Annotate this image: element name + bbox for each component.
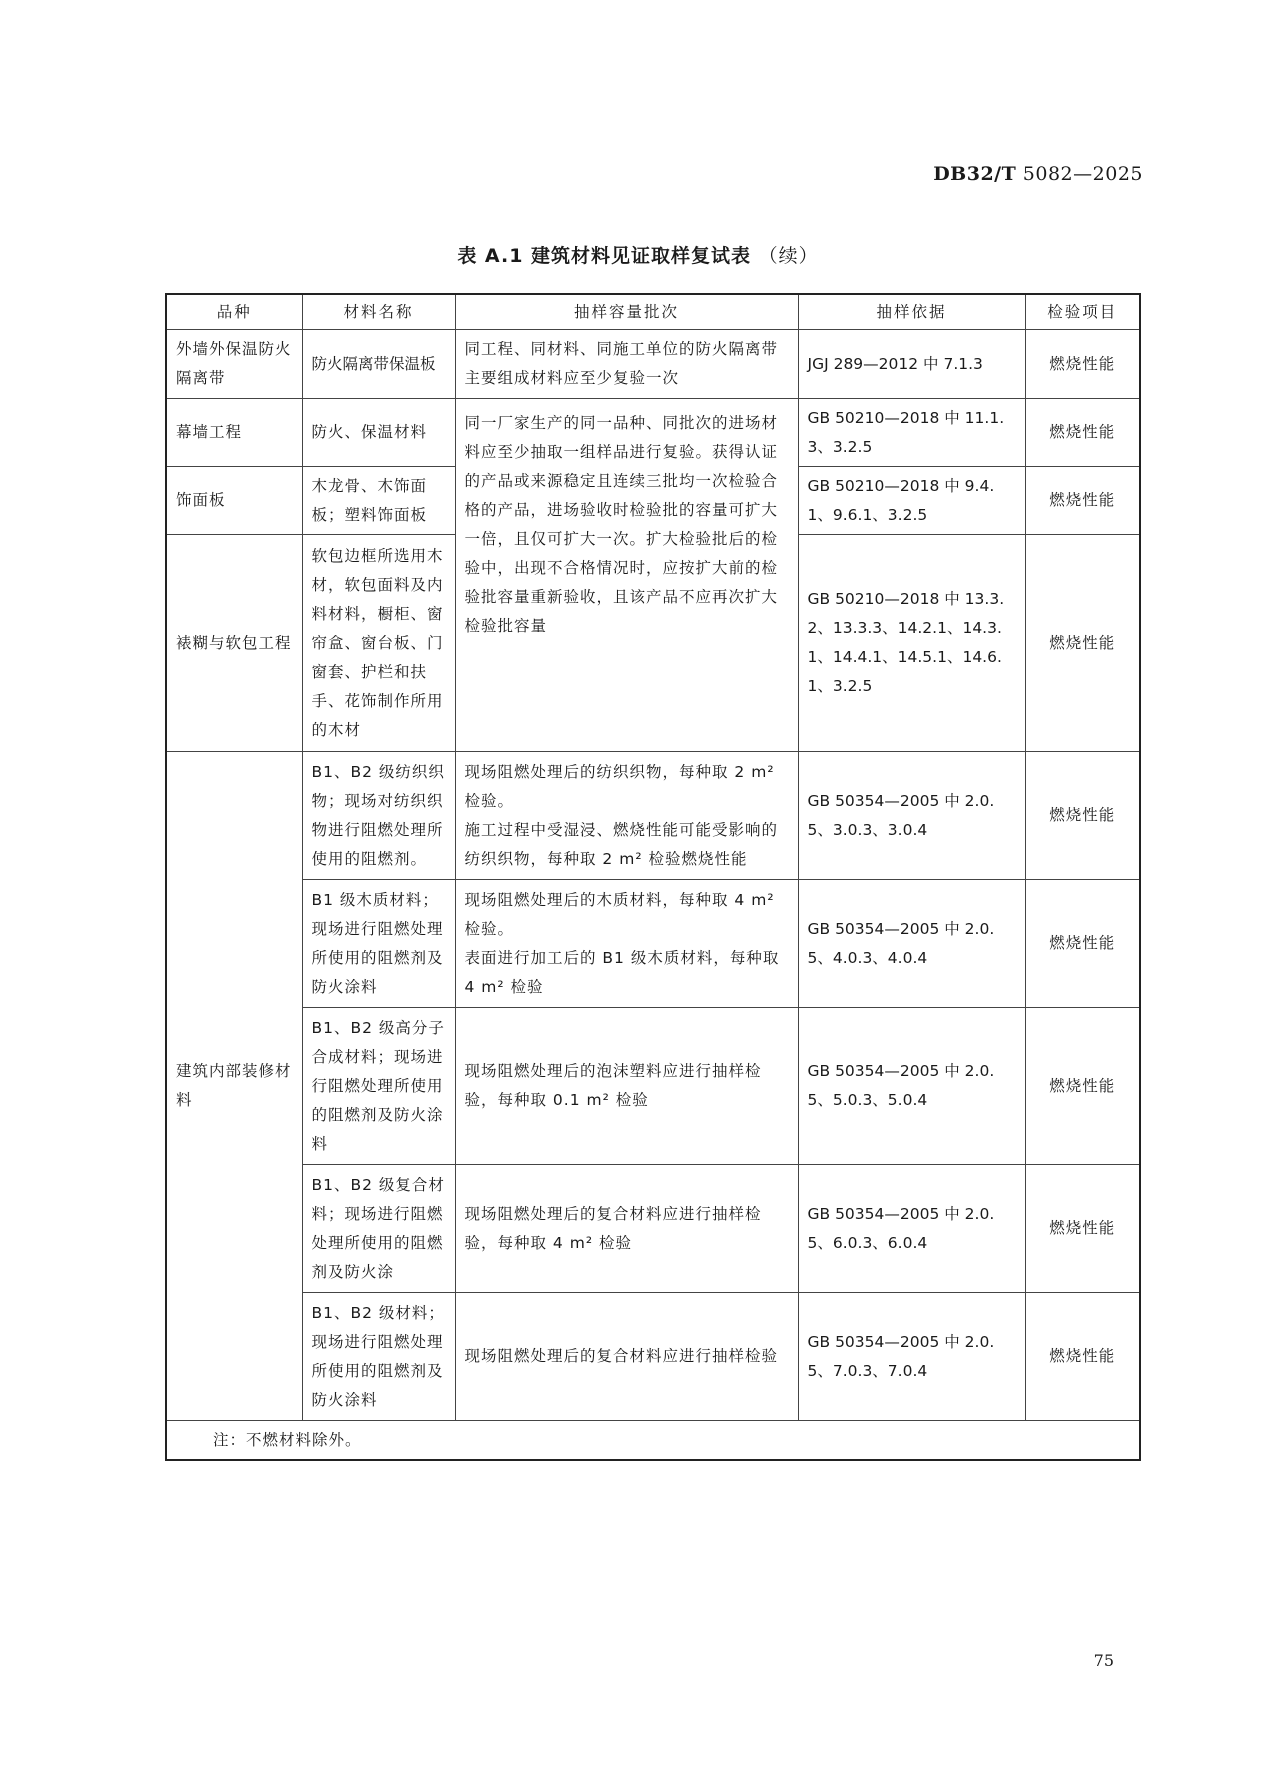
table-row: [166, 330, 1140, 399]
material-cell: 木龙骨、木饰面板；塑料饰面板: [302, 467, 455, 535]
header-variety: 品种: [166, 294, 302, 330]
material-cell: 防火隔离带保温板: [302, 330, 455, 399]
material-cell: B1、B2 级高分子合成材料；现场进行阻燃处理所使用的阻燃剂及防火涂料: [302, 1008, 455, 1165]
item-cell: 燃烧性能: [1025, 1008, 1140, 1165]
basis-cell: GB 50354—2005 中 2.0.5、6.0.3、6.0.4: [798, 1165, 1025, 1293]
item-cell: 燃烧性能: [1025, 1293, 1140, 1421]
table-title-main: 表 A.1 建筑材料见证取样复试表: [457, 245, 752, 267]
batch-cell-merged: 同一厂家生产的同一品种、同批次的进场材料应至少抽取一组样品进行复验。获得认证的产品或来源稳定且连续三批均一次检验合格的产品，进场验收时检验批的容量可扩大一倍，且仅可扩大一次。扩大检验批后的检验中，出现不合格情况时，应按扩大前的检验批容量重新验收，且该产品不应再次扩大检验批容量: [455, 399, 798, 752]
table-title-suffix: （续）: [758, 245, 819, 267]
header-item: 检验项目: [1025, 294, 1140, 330]
table-note-row: [166, 1421, 1140, 1461]
variety-cell: 外墙外保温防火隔离带: [166, 330, 302, 399]
variety-cell: 饰面板: [166, 467, 302, 535]
batch-cell: [455, 752, 798, 880]
batch-cell: 同工程、同材料、同施工单位的防火隔离带主要组成材料应至少复验一次: [455, 330, 798, 399]
table-row: [166, 752, 1140, 880]
document-code: [933, 163, 1143, 185]
variety-cell: 裱糊与软包工程: [166, 535, 302, 752]
basis-cell: GB 50210—2018 中 11.1.3、3.2.5: [798, 399, 1025, 467]
item-cell: 燃烧性能: [1025, 880, 1140, 1008]
item-cell: 燃烧性能: [1025, 535, 1140, 752]
batch-cell: 现场阻燃处理后的复合材料应进行抽样检验，每种取 4 m² 检验: [455, 1165, 798, 1293]
basis-cell: JGJ 289—2012 中 7.1.3: [798, 330, 1025, 399]
table-row: [166, 880, 1140, 1008]
material-cell: 防火、保温材料: [302, 399, 455, 467]
page-number: 75: [1093, 1651, 1114, 1670]
header-basis: 抽样依据: [798, 294, 1025, 330]
item-cell: 燃烧性能: [1025, 330, 1140, 399]
material-cell: B1 级木质材料；现场进行阻燃处理所使用的阻燃剂及防火涂料: [302, 880, 455, 1008]
material-cell: B1、B2 级材料；现场进行阻燃处理所使用的阻燃剂及防火涂料: [302, 1293, 455, 1421]
basis-cell: GB 50354—2005 中 2.0.5、7.0.3、7.0.4: [798, 1293, 1025, 1421]
batch-cell: 现场阻燃处理后的泡沫塑料应进行抽样检验，每种取 0.1 m² 检验: [455, 1008, 798, 1165]
item-cell: 燃烧性能: [1025, 1165, 1140, 1293]
item-cell: 燃烧性能: [1025, 399, 1140, 467]
document-code-number: 5082—2025: [1016, 163, 1143, 185]
basis-cell: GB 50210—2018 中 13.3.2、13.3.3、14.2.1、14.3.1、14.4.1、14.5.1、14.6.1、3.2.5: [798, 535, 1025, 752]
batch-cell: [455, 880, 798, 1008]
batch-cell: 现场阻燃处理后的复合材料应进行抽样检验: [455, 1293, 798, 1421]
sampling-table: [165, 293, 1141, 1461]
variety-cell-merged: 建筑内部装修材料: [166, 752, 302, 1421]
basis-cell: GB 50354—2005 中 2.0.5、5.0.3、5.0.4: [798, 1008, 1025, 1165]
item-cell: 燃烧性能: [1025, 467, 1140, 535]
material-cell: 软包边框所选用木材，软包面料及内料材料，橱柜、窗帘盒、窗台板、门窗套、护栏和扶手、花饰制作所用的木材: [302, 535, 455, 752]
batch-line: 施工过程中受湿浸、燃烧性能可能受影响的纺织织物，每种取 2 m² 检验燃烧性能: [464, 820, 779, 868]
batch-line: 现场阻燃处理后的木质材料，每种取 4 m² 检验。: [464, 890, 775, 938]
table-header-row: [166, 294, 1140, 330]
material-cell: B1、B2 级纺织织物；现场对纺织织物进行阻燃处理所使用的阻燃剂。: [302, 752, 455, 880]
table-row: [166, 1008, 1140, 1165]
basis-cell: GB 50354—2005 中 2.0.5、4.0.3、4.0.4: [798, 880, 1025, 1008]
material-cell: B1、B2 级复合材料；现场进行阻燃处理所使用的阻燃剂及防火涂: [302, 1165, 455, 1293]
basis-cell: GB 50210—2018 中 9.4.1、9.6.1、3.2.5: [798, 467, 1025, 535]
table-row: [166, 1293, 1140, 1421]
header-batch: 抽样容量批次: [455, 294, 798, 330]
batch-line: 表面进行加工后的 B1 级木质材料，每种取 4 m² 检验: [464, 948, 780, 996]
basis-cell: GB 50354—2005 中 2.0.5、3.0.3、3.0.4: [798, 752, 1025, 880]
batch-line: 现场阻燃处理后的纺织织物，每种取 2 m² 检验。: [464, 762, 775, 810]
variety-cell: 幕墙工程: [166, 399, 302, 467]
item-cell: 燃烧性能: [1025, 752, 1140, 880]
table-row: [166, 399, 1140, 467]
header-material: 材料名称: [302, 294, 455, 330]
table-title: [0, 241, 1276, 268]
table-note: 注：不燃材料除外。: [166, 1421, 1140, 1461]
document-code-prefix: DB32/T: [933, 163, 1017, 185]
table-row: [166, 1165, 1140, 1293]
